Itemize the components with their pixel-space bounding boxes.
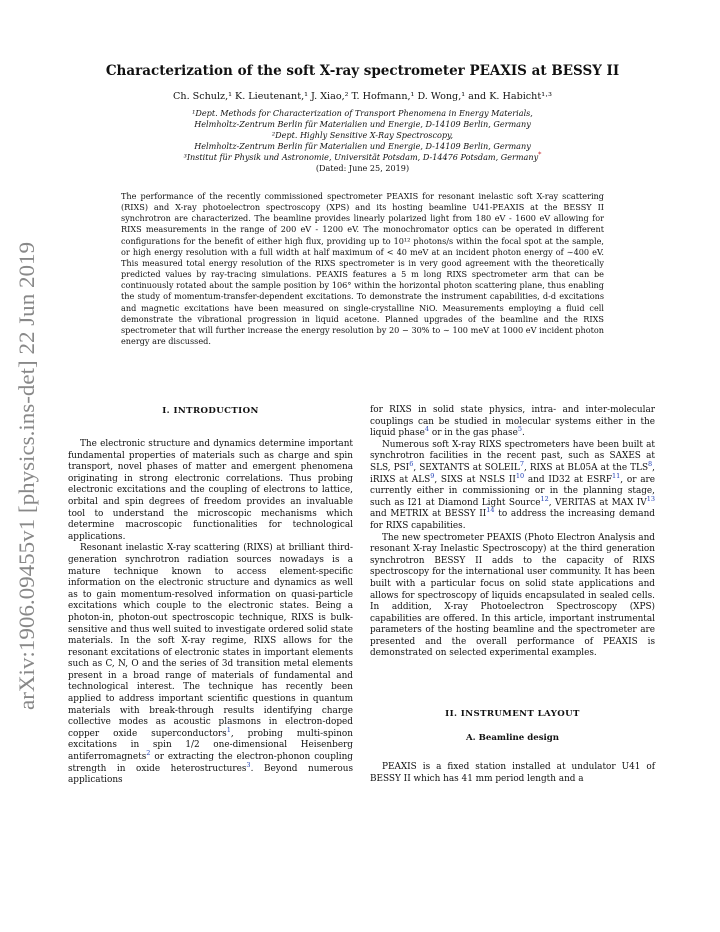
paragraph-text: and ID32 at ESRF bbox=[524, 474, 613, 485]
affiliations bbox=[90, 108, 635, 174]
paragraph: The new spectrometer PEAXIS (Photo Electron Analysis and resonant X-ray Inelastic Spectroscopy) at the third generation synchrotron BESSY II adds to the capacity of RIXS spectroscopy for the international user community. It has been built with a particular focus on solid state applications and allows for spectroscopy of liquids encapsulated in sealed cells. In addition, X-ray Photoelectron Spectroscopy (XPS) capabilities are offered. In this article, important instrumental parameters of the hosting beamline and the spectrometer are presented and the overall performance of PEAXIS is demonstrated on selected experimental examples. bbox=[370, 532, 655, 659]
paragraph bbox=[370, 440, 655, 533]
dated-line: (Dated: June 25, 2019) bbox=[315, 163, 410, 173]
citation-link[interactable]: 9 bbox=[430, 471, 435, 480]
citation-link[interactable]: 14 bbox=[486, 506, 495, 515]
citation-link[interactable]: 5 bbox=[517, 425, 523, 434]
paragraph-text: , SEXTANTS at SOLEIL bbox=[413, 462, 520, 473]
paragraph-text: or in the gas phase bbox=[429, 428, 518, 439]
citation-link[interactable]: 2 bbox=[146, 749, 151, 758]
section-heading-introduction: I. INTRODUCTION bbox=[162, 406, 259, 416]
abstract: The performance of the recently commissioned spectrometer PEAXIS for resonant inelastic soft X-ray scattering (RIXS) and X-ray photoelectron spectroscopy (XPS) and its hosting beamline U41-PEAXIS at the BESSY II synchrotron are characterized. The beamline provides linearly polarized light from 180 eV - 1600 eV allowing for RIXS measurements in the range of 200 eV - 1200 eV. The monochromator optics can be operated in different configurations for the benefit of either high flux, providing up to 10¹² photons/s within the focal spot at the sample, or high energy resolution with a full width at half maximum of < 40 meV at an incident photon energy of ∼400 eV. This measured total energy resolution of the RIXS spectrometer is in very good agreement with the theoretically predicted values by ray-tracing simulations. PEAXIS features a 5 m long RIXS spectrometer arm that can be continuously rotated about the sample position by 106° within the horizontal photon scattering plane, thus enabling the study of momentum-transfer-dependent excitations. To demonstrate the instrument capabilities, d-d excitations and magnetic excitations have been measured on single-crystalline NiO. Measurements employing a fluid cell demonstrate the vibrational progression in liquid acetone. Planned upgrades of the beamline and the RIXS spectrometer that will further increase the energy resolution by 20 − 30% to ∼ 100 meV at 1000 eV incident photon energy are discussed. bbox=[121, 191, 604, 347]
author-list: Ch. Schulz,¹ K. Lieutenant,¹ J. Xiao,² T. Hofmann,¹ D. Wong,¹ and K. Habicht¹·³ bbox=[173, 91, 552, 102]
paragraph-text: . bbox=[522, 428, 525, 439]
paragraph: PEAXIS is a fixed station installed at undulator U41 of BESSY II which has 41 mm period length and a bbox=[370, 762, 655, 784]
paragraph-text: , SIXS at NSLS II bbox=[434, 474, 516, 485]
paragraph-text: and METRIX at BESSY II bbox=[370, 509, 487, 520]
citation-link[interactable]: 6 bbox=[409, 460, 414, 468]
paragraph-text: for RIXS in solid state physics, intra- and inter-molecular couplings can be studied in molecular systems either in the liquid phase bbox=[370, 405, 655, 439]
paper-title: Characterization of the soft X-ray spectrometer PEAXIS at BESSY II bbox=[105, 63, 620, 79]
section-spacer bbox=[370, 660, 655, 708]
paragraph: The electronic structure and dynamics determine important fundamental properties of materials such as charge and spin transport, novel phases of matter and emergent phenomena originating in strong electronic correlations. Thus probing electronic excitations and the coupling of electrons to lattice, orbital and spin degrees of freedom provides an invaluable tool to understand the microscopic mechanisms which determine macroscopic functionalities for technological applications. bbox=[68, 439, 353, 542]
affiliation-footnote-mark[interactable]: * bbox=[538, 150, 542, 159]
citation-link[interactable]: 12 bbox=[540, 494, 549, 503]
paragraph-text: Numerous soft X-ray RIXS spectrometers have been built at synchrotron facilities in the recent past, such as SAXES at SLS, PSI bbox=[370, 439, 655, 473]
citation-link[interactable]: 8 bbox=[648, 460, 653, 468]
citation-link[interactable]: 3 bbox=[246, 760, 251, 769]
paragraph-text: , iRIXS at ALS bbox=[370, 462, 655, 485]
right-column bbox=[370, 405, 655, 785]
citation-link[interactable]: 7 bbox=[519, 460, 524, 468]
left-column bbox=[68, 405, 353, 787]
paragraph-text: or extracting the electron-phonon coupling strength in oxide heterostructures bbox=[68, 752, 353, 774]
paragraph-text: , VERITAS at MAX IV bbox=[548, 497, 647, 508]
paragraph-text: . Beyond numerous applications bbox=[68, 763, 353, 786]
paragraph-text: , probing multi-spinon excitations in spin 1/2 one-dimensional Heisenberg antiferromagnets bbox=[68, 728, 353, 763]
arxiv-identifier-stamp bbox=[4, 240, 48, 710]
affiliation-line: Helmholtz-Zentrum Berlin für Materialien und Energie, D-14109 Berlin, Germany bbox=[194, 141, 531, 151]
affiliation-line: ¹Dept. Methods for Characterization of Transport Phenomena in Energy Materials, bbox=[192, 108, 533, 118]
citation-link[interactable]: 11 bbox=[612, 471, 621, 480]
paragraph bbox=[370, 405, 655, 440]
affiliation-line: Helmholtz-Zentrum Berlin für Materialien und Energie, D-14109 Berlin, Germany bbox=[194, 119, 531, 129]
citation-link[interactable]: 13 bbox=[646, 494, 655, 503]
citation-link[interactable]: 1 bbox=[226, 725, 231, 734]
paragraph-text: , RIXS at BL05A at the TLS bbox=[523, 462, 649, 473]
affiliation-text: ³Institut für Physik und Astronomie, Universität Potsdam, D-14476 Potsdam, Germany bbox=[183, 152, 539, 162]
citation-link[interactable]: 10 bbox=[515, 471, 525, 480]
paragraph-text: Resonant inelastic X-ray scattering (RIXS) at brilliant third-generation synchrotron radiation sources nowadays is a mature technique known to access element-specific information on the electronic structure and dynamics as well as to gain momentum-resolved information on quasi-particle excitations which couple to the electronic states. Being a photon-in, photon-out spectroscopic technique, RIXS is bulk-sensitive and thus well suited to investigate ordered solid state materials. In the soft X-ray regime, RIXS allows for the resonant excitations of electronic states in important elements such as C, N, O and the series of 3d transition metal elements present in a broad range of materials of fundamental and technological interest. The technique has recently been applied to address important scientific questions in quantum materials with break-through results identifying charge collective modes as acoustic plasmons in electron-doped copper oxide superconductors bbox=[68, 543, 354, 739]
arxiv-identifier: arXiv:1906.09455v1 [physics.ins-det] 22 Jun 2019 bbox=[14, 252, 39, 710]
affiliation-line bbox=[90, 152, 635, 163]
citation-link[interactable]: 4 bbox=[424, 425, 430, 434]
paragraph-text: to address the increasing demand for RIXS capabilities. bbox=[370, 509, 655, 531]
paragraph bbox=[68, 543, 353, 786]
paragraph-text: , or are currently either in commissioning or in the planning stage, such as I21 at Diamond Light Source bbox=[370, 474, 655, 508]
section-heading-instrument-layout: II. INSTRUMENT LAYOUT bbox=[445, 709, 580, 720]
subsection-heading-beamline-design: A. Beamline design bbox=[465, 733, 560, 744]
affiliation-line: ²Dept. Highly Sensitive X-Ray Spectroscopy, bbox=[271, 130, 454, 140]
